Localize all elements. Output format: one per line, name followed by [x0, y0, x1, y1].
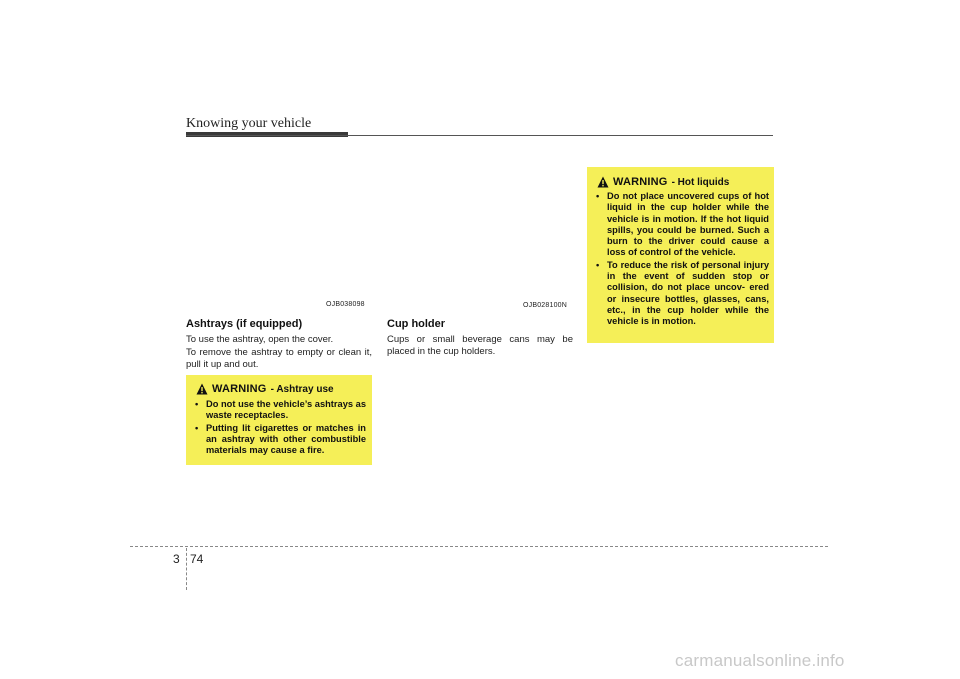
section-title-cup-holder: Cup holder — [387, 318, 446, 330]
warning-list — [192, 399, 366, 457]
warning-list — [593, 191, 769, 329]
watermark: carmanualsonline.info — [675, 651, 845, 670]
warning-item-text: Do not place uncovered cups of hot liquid in the cup holder while the vehicle is in motion. If the hot liquid spills, you could be burned. Such a burn to the driver could cause a loss of control of the vehicle. — [607, 191, 769, 258]
bullet-icon: • — [195, 422, 199, 433]
warning-subtitle: - Ashtray use — [270, 384, 334, 395]
page-header-title: Knowing your vehicle — [186, 116, 312, 131]
warning-item — [192, 399, 366, 422]
warning-item-text: Putting lit cigarettes or matches in an ashtray with other combustible materials may cause a fire. — [206, 422, 366, 456]
bullet-icon: • — [596, 259, 600, 270]
warning-item-text: To reduce the risk of personal injury in the event of sudden stop or collision, do not place uncov- ered or insecure bottles, glasses, cans, etc., in the cup holder while the vehicle is in motion. — [607, 259, 769, 327]
chapter-number: 3 — [173, 552, 180, 566]
warning-word: WARNING — [613, 176, 668, 188]
warning-triangle-icon — [196, 383, 208, 395]
warning-item-text: Do not use the vehicle’s ashtrays as waste receptacles. — [206, 399, 366, 421]
warning-item — [593, 260, 769, 328]
page-number: 74 — [190, 552, 204, 566]
cup-holder-paragraph-1: Cups or small beverage cans may be placed in the cup holders. — [387, 334, 573, 357]
warning-header — [597, 176, 729, 188]
warning-item — [593, 191, 769, 259]
header-rule-thin — [186, 135, 773, 136]
section-title-ashtrays: Ashtrays (if equipped) — [186, 318, 303, 330]
figure-caption-ashtray: OJB038098 — [326, 301, 365, 308]
bullet-icon: • — [596, 191, 600, 201]
ashtrays-paragraph-1: To use the ashtray, open the cover. — [186, 334, 334, 345]
warning-item — [192, 423, 366, 457]
warning-box-ashtray — [186, 375, 372, 465]
warning-subtitle: - Hot liquids — [671, 177, 730, 188]
footer-vertical-rule — [186, 548, 187, 590]
ashtrays-paragraph-2: To remove the ashtray to empty or clean it, pull it up and out. — [186, 347, 372, 370]
bullet-icon: • — [195, 399, 199, 409]
footer-rule — [130, 546, 828, 547]
warning-word: WARNING — [212, 383, 267, 395]
warning-box-hot-liquids — [587, 167, 774, 343]
warning-triangle-icon — [597, 176, 609, 188]
figure-caption-cup-holder: OJB028100N — [523, 302, 568, 309]
warning-header — [196, 383, 334, 395]
